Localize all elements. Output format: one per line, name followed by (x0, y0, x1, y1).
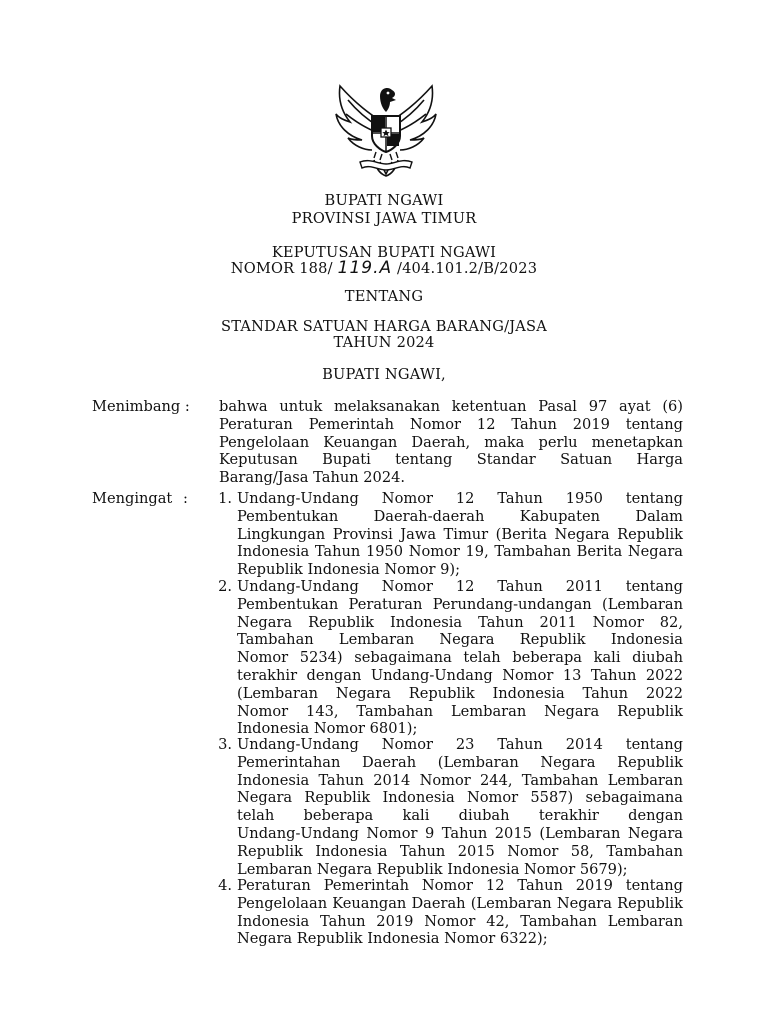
decree-number-handwritten: 119.A (337, 258, 393, 278)
list-item-line: Pembentukan Daerah-daerah Kabupaten Dalam (237, 507, 683, 525)
list-item-line: Indonesia Nomor 6801); (237, 720, 418, 738)
list-item-line: Pembentukan Peraturan Perundang-undangan (Lembaran (237, 595, 683, 613)
decree-subject-line1: STANDAR SATUAN HARGA BARANG/JASA (221, 318, 547, 335)
list-item-line: Indonesia Tahun 2019 Nomor 42, Tambahan Lembaran (237, 912, 683, 930)
list-item-line: Tambahan Lembaran Negara Republik Indonesia (237, 631, 683, 649)
list-item-line: Undang-Undang Nomor 23 Tahun 2014 tentang (237, 736, 683, 753)
garuda-emblem-icon (330, 78, 442, 182)
list-item-line: Republik Indonesia Tahun 2015 Nomor 58, Tambahan (237, 842, 683, 860)
list-item-line: (Lembaran Negara Republik Indonesia Tahun 2022 (237, 684, 683, 702)
authority-heading: BUPATI NGAWI, (322, 366, 446, 383)
list-item-line: Peraturan Pemerintah Nomor 12 Tahun 2019 tentang (237, 877, 683, 894)
list-item-line: Nomor 5234) sebagaimana telah beberapa kali diubah (237, 649, 683, 667)
list-item-line: Undang-Undang Nomor 12 Tahun 2011 tentang (237, 578, 683, 595)
list-item-line: terakhir dengan Undang-Undang Nomor 13 Tahun 2022 (237, 666, 683, 684)
list-item-line: Indonesia Tahun 1950 Nomor 19, Tambahan Berita Negara (237, 543, 683, 561)
list-item-line: Negara Republik Indonesia Nomor 6322); (237, 930, 548, 948)
menimbang-paragraph (219, 398, 683, 487)
list-item-line: Undang-Undang Nomor 9 Tahun 2015 (Lembaran Negara (237, 824, 683, 842)
list-item-number: 1. (218, 490, 232, 507)
decree-title: KEPUTUSAN BUPATI NGAWI (271, 244, 497, 261)
list-item-line: Nomor 143, Tambahan Lembaran Negara Republik (237, 702, 683, 720)
decree-number-prefix: NOMOR 188/ (230, 260, 333, 277)
list-item (237, 736, 683, 878)
menimbang-line: Keputusan Bupati tentang Standar Satuan Harga (219, 451, 683, 469)
list-item-line: Lembaran Negara Republik Indonesia Nomor 5679); (237, 860, 628, 878)
list-item (237, 490, 683, 579)
mengingat-label: Mengingat (92, 490, 173, 507)
list-item (237, 578, 683, 738)
list-item-line: Undang-Undang Nomor 12 Tahun 1950 tentang (237, 490, 683, 507)
list-item-line: Pengelolaan Keuangan Daerah (Lembaran Negara Republik (237, 894, 683, 912)
tentang-heading: TENTANG (344, 288, 424, 305)
list-item-line: telah beberapa kali diubah terakhir dengan (237, 807, 683, 825)
menimbang-label: Menimbang : (92, 398, 190, 415)
decree-number (0, 259, 768, 278)
issuer-province: PROVINSI JAWA TIMUR (291, 210, 477, 227)
list-item-line: Lingkungan Provinsi Jawa Timur (Berita Negara Republik (237, 525, 683, 543)
menimbang-line: Barang/Jasa Tahun 2024. (219, 469, 406, 487)
list-item (237, 877, 683, 948)
menimbang-line: bahwa untuk melaksanakan ketentuan Pasal 97 ayat (6) (219, 398, 683, 415)
list-item-line: Negara Republik Indonesia Tahun 2011 Nomor 82, (237, 613, 683, 631)
menimbang-line: Peraturan Pemerintah Nomor 12 Tahun 2019 tentang (219, 415, 683, 433)
list-item-number: 3. (218, 736, 232, 753)
menimbang-line: Pengelolaan Keuangan Daerah, maka perlu menetapkan (219, 433, 683, 451)
list-item-line: Indonesia Tahun 2014 Nomor 244, Tambahan Lembaran (237, 771, 683, 789)
issuer-title: BUPATI NGAWI (324, 192, 444, 209)
list-item-line: Pemerintahan Daerah (Lembaran Negara Republik (237, 753, 683, 771)
list-item-number: 2. (218, 578, 232, 595)
decree-number-suffix: /404.101.2/B/2023 (396, 260, 538, 277)
mengingat-colon: : (183, 490, 188, 507)
list-item-number: 4. (218, 877, 232, 894)
decree-subject-line2: TAHUN 2024 (333, 334, 435, 351)
list-item-line: Republik Indonesia Nomor 9); (237, 561, 461, 579)
list-item-line: Negara Republik Indonesia Nomor 5587) sebagaimana (237, 789, 683, 807)
